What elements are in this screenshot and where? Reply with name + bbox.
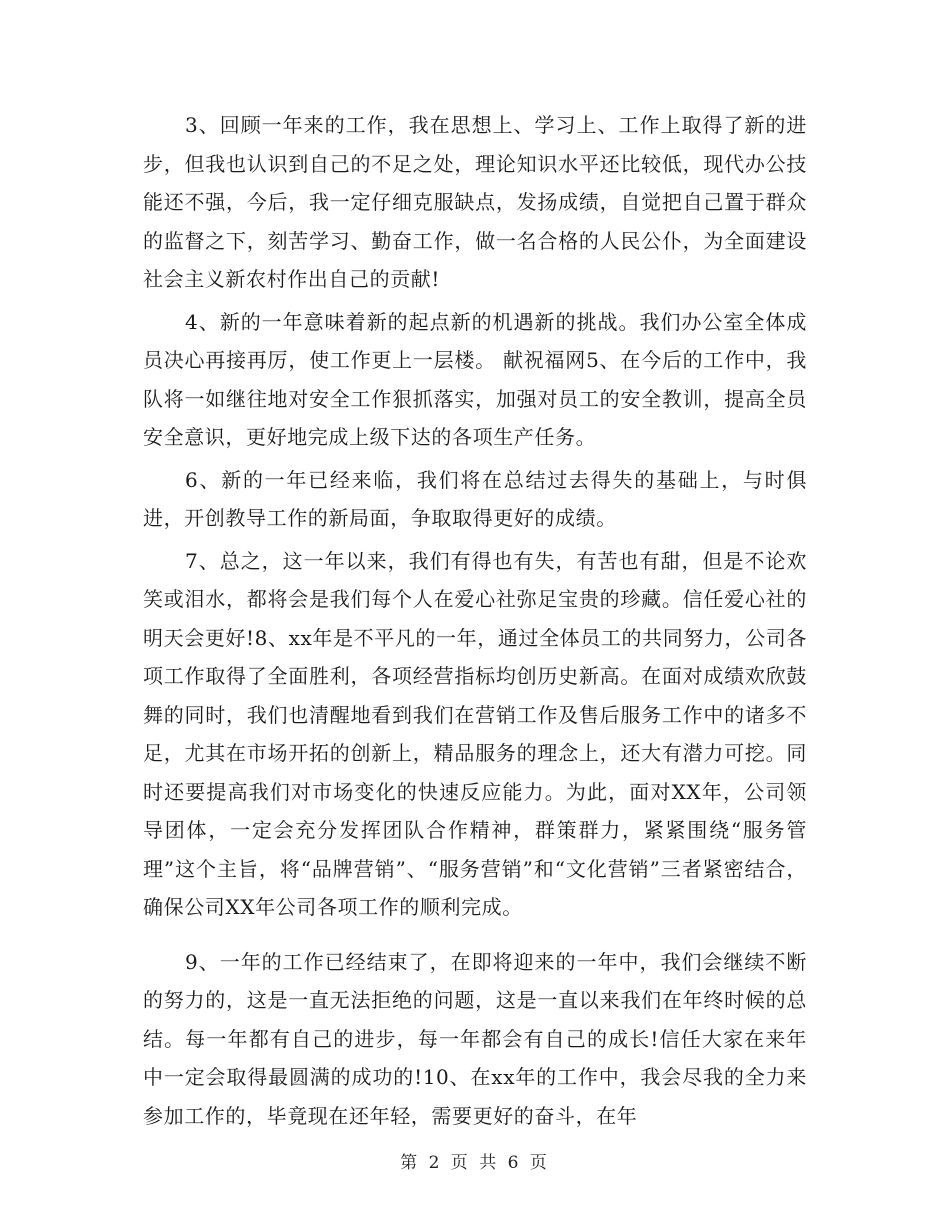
document-body [143, 106, 807, 1135]
paragraph-6: 6、新的一年已经来临，我们将在总结过去得失的基础上，与时俱进，开创教导工作的新局面，争取取得更好的成绩。 [143, 467, 807, 530]
paragraph-3: 3、回顾一年来的工作，我在思想上、学习上、工作上取得了新的进步，但我也认识到自己的不足之处，理论知识水平还比较低，现代办公技能还不强，今后，我一定仔细克服缺点，发扬成绩，自觉把自己置于群众的监督之下，刻苦学习、勤奋工作，做一名合格的人民公仆，为全面建设社会主义新农村作出自己的贡献! [143, 113, 807, 291]
paragraph-9-10: 9、一年的工作已经结束了，在即将迎来的一年中，我们会继续不断的努力的，这是一直无法拒绝的问题，这是一直以来我们在年终时候的总结。每一年都有自己的进步，每一年都会有自己的成长!信任大家在来年中一定会取得最圆满的成功的!10、在xx年的工作中，我会尽我的全力来参加工作的，毕竟现在还年轻，需要更好的奋斗，在年 [143, 949, 807, 1128]
page-number-footer: 第 2 页 共 6 页 [400, 1153, 550, 1173]
paragraph-4-5: 4、新的一年意味着新的起点新的机遇新的挑战。我们办公室全体成员决心再接再厉，使工作更上一层楼。 献祝福网5、在今后的工作中，我队将一如继往地对安全工作狠抓落实，加强对员工的安全教训，提高全员安全意识，更好地完成上级下达的各项生产任务。 [143, 309, 807, 449]
paragraph-7-8: 7、总之，这一年以来，我们有得也有失，有苦也有甜，但是不论欢笑或泪水，都将会是我们每个人在爱心社弥足宝贵的珍藏。信任爱心社的明天会更好!8、xx年是不平凡的一年，通过全体员工的共同努力，公司各项工作取得了全面胜利，各项经营指标均创历史新高。在面对成绩欢欣鼓舞的同时，我们也清醒地看到我们在营销工作及售后服务工作中的诸多不足，尤其在市场开拓的创新上，精品服务的理念上，还大有潜力可挖。同时还要提高我们对市场变化的快速反应能力。为此，面对XX年，公司领导团体，一定会充分发挥团队合作精神，群策群力，紧紧围绕“服务管理”这个主旨，将“品牌营销”、“服务营销”和“文化营销”三者紧密结合，确保公司XX年公司各项工作的顺利完成。 [143, 548, 807, 919]
